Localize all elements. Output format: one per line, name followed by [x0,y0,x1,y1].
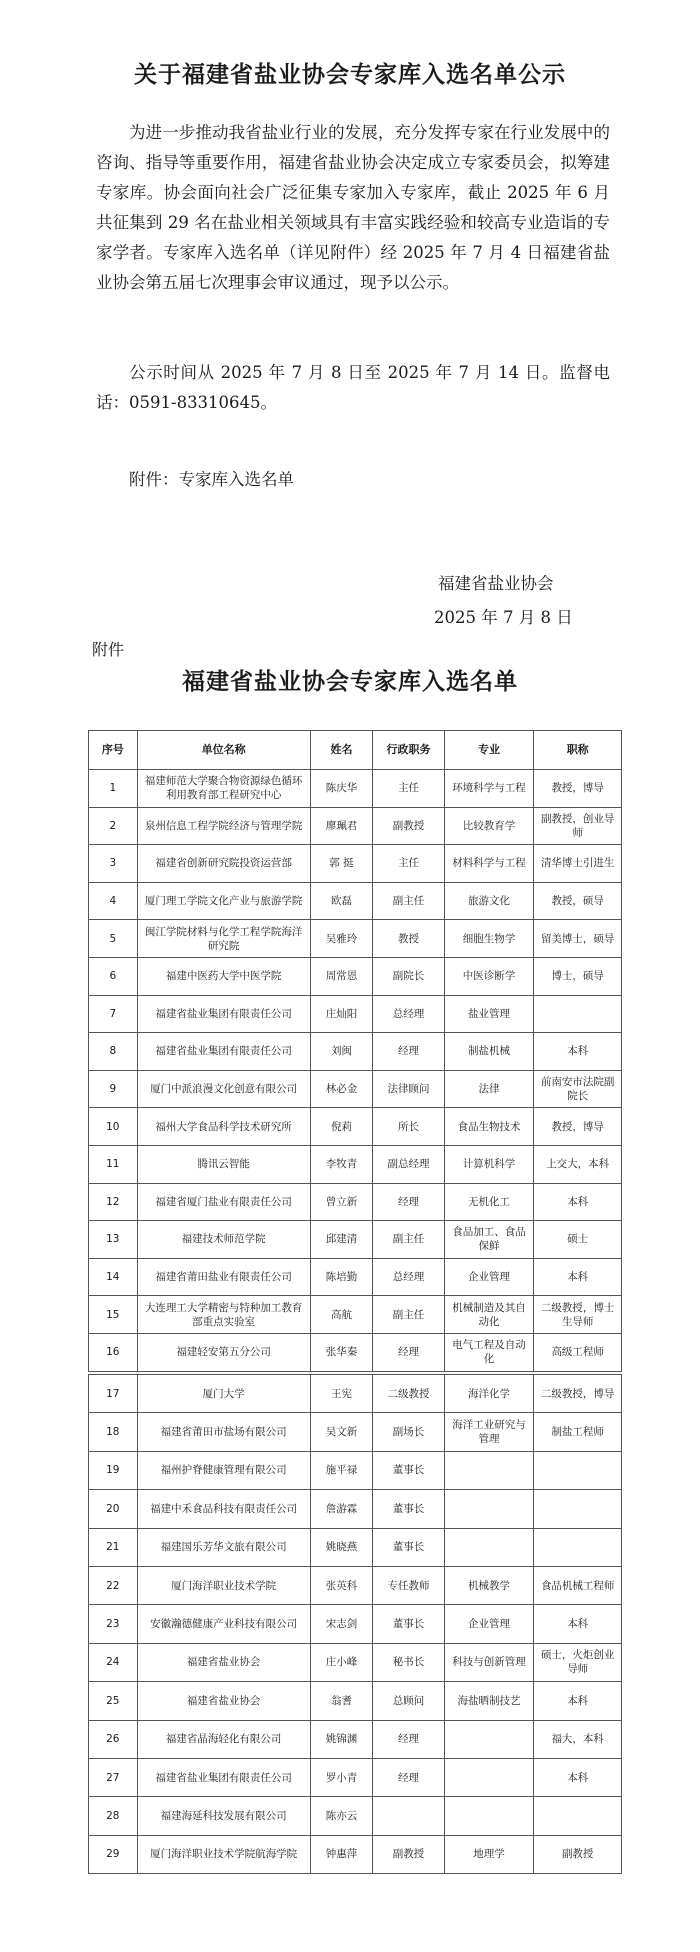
cell-name: 吴文新 [310,1413,373,1451]
cell-specialty: 海洋化学 [444,1375,534,1413]
cell-index: 16 [89,1333,138,1371]
cell-position: 所长 [373,1108,444,1146]
cell-title: 福大，本科 [534,1720,622,1758]
cell-organization: 闽江学院材料与化学工程学院海洋研究院 [137,920,310,958]
cell-index: 29 [89,1835,138,1873]
cell-name: 廖珮君 [310,807,373,845]
table-row [89,1333,622,1371]
cell-name: 王宪 [310,1375,373,1413]
cell-index: 21 [89,1528,138,1566]
cell-name: 邱建清 [310,1221,373,1259]
cell-name: 陈庆华 [310,770,373,808]
cell-name: 姚锦渊 [310,1720,373,1758]
cell-name: 刘闽 [310,1033,373,1071]
cell-position: 董事长 [373,1528,444,1566]
cell-organization: 福建海延科技发展有限公司 [137,1797,310,1835]
cell-specialty [444,1451,534,1489]
cell-title: 食品机械工程师 [534,1566,622,1604]
cell-specialty [444,1490,534,1528]
attachment-line: 附件：专家库入选名单 [129,470,294,489]
cell-name: 林必金 [310,1070,373,1108]
cell-title: 副教授，创业导师 [534,807,622,845]
header-name: 姓名 [310,731,373,770]
table-row [89,845,622,883]
cell-title: 上交大，本科 [534,1145,622,1183]
cell-organization: 厦门理工学院文化产业与旅游学院 [137,882,310,920]
cell-specialty: 制盐机械 [444,1033,534,1071]
table-row [89,1145,622,1183]
cell-organization: 福建省晶海轻化有限公司 [137,1720,310,1758]
cell-title: 二级教授，博士生导师 [534,1296,622,1334]
cell-index: 27 [89,1758,138,1796]
cell-name: 郭 挺 [310,845,373,883]
cell-specialty: 中医诊断学 [444,957,534,995]
cell-name: 钟惠萍 [310,1835,373,1873]
cell-position: 专任教师 [373,1566,444,1604]
expert-list-title: 福建省盐业协会专家库入选名单 [182,669,518,695]
cell-name: 庄灿阳 [310,995,373,1033]
cell-name: 翁耆 [310,1682,373,1720]
cell-organization: 福建省莆田市盐场有限公司 [137,1413,310,1451]
cell-title: 清华博士引进生 [534,845,622,883]
cell-organization: 厦门海洋职业技术学院 [137,1566,310,1604]
cell-specialty: 机械教学 [444,1566,534,1604]
cell-index: 3 [89,845,138,883]
table-row [89,1605,622,1643]
cell-specialty [444,1528,534,1566]
table-row [89,995,622,1033]
table-row [89,1033,622,1071]
cell-index: 14 [89,1258,138,1296]
notice-title: 关于福建省盐业协会专家库入选名单公示 [134,62,566,88]
cell-title: 二级教授，博导 [534,1375,622,1413]
cell-position: 主任 [373,770,444,808]
cell-organization: 大连理工大学精密与特种加工教育部重点实验室 [137,1296,310,1334]
cell-specialty: 盐业管理 [444,995,534,1033]
table-row [89,1528,622,1566]
table-row [89,1643,622,1681]
header-position: 行政职务 [373,731,444,770]
cell-name: 倪莉 [310,1108,373,1146]
cell-specialty: 科技与创新管理 [444,1643,534,1681]
cell-title: 本科 [534,1605,622,1643]
table-row [89,1221,622,1259]
cell-name: 吴雅玲 [310,920,373,958]
cell-position: 董事长 [373,1605,444,1643]
table-row [89,957,622,995]
header-title: 职称 [534,731,622,770]
cell-organization: 福建省莆田盐业有限责任公司 [137,1258,310,1296]
cell-specialty: 海盐晒制技艺 [444,1682,534,1720]
table-row [89,1183,622,1221]
cell-position: 经理 [373,1033,444,1071]
cell-title [534,1490,622,1528]
cell-position: 秘书长 [373,1643,444,1681]
cell-name: 陈培勤 [310,1258,373,1296]
cell-name: 罗小青 [310,1758,373,1796]
cell-specialty: 企业管理 [444,1258,534,1296]
cell-title [534,1797,622,1835]
cell-position: 经理 [373,1720,444,1758]
cell-position: 副主任 [373,1221,444,1259]
cell-name: 詹游霖 [310,1490,373,1528]
cell-specialty: 比较教育学 [444,807,534,845]
cell-title [534,1451,622,1489]
table-row [89,1258,622,1296]
cell-name: 陈亦云 [310,1797,373,1835]
cell-position: 董事长 [373,1451,444,1489]
cell-specialty: 海洋工业研究与管理 [444,1413,534,1451]
cell-organization: 福州大学食品科学技术研究所 [137,1108,310,1146]
table-row [89,1375,622,1413]
cell-name: 高航 [310,1296,373,1334]
cell-specialty: 细胞生物学 [444,920,534,958]
cell-index: 17 [89,1375,138,1413]
cell-index: 8 [89,1033,138,1071]
table-row [89,1566,622,1604]
cell-organization: 福建轻安第五分公司 [137,1333,310,1371]
header-organization: 单位名称 [137,731,310,770]
cell-organization: 泉州信息工程学院经济与管理学院 [137,807,310,845]
cell-title: 高级工程师 [534,1333,622,1371]
cell-position: 副教授 [373,807,444,845]
table-row [89,1108,622,1146]
cell-index: 9 [89,1070,138,1108]
cell-organization: 腾讯云智能 [137,1145,310,1183]
cell-name: 曾立新 [310,1183,373,1221]
table-row [89,1413,622,1451]
cell-organization: 福建省厦门盐业有限责任公司 [137,1183,310,1221]
cell-specialty: 企业管理 [444,1605,534,1643]
cell-organization: 福建师范大学聚合物资源绿色循环利用教育部工程研究中心 [137,770,310,808]
cell-index: 15 [89,1296,138,1334]
cell-title: 本科 [534,1033,622,1071]
cell-title: 教授，博导 [534,1108,622,1146]
expert-table-part1 [88,730,622,1372]
cell-name: 周常恩 [310,957,373,995]
cell-name: 张华秦 [310,1333,373,1371]
cell-position: 总顾问 [373,1682,444,1720]
cell-name: 欧磊 [310,882,373,920]
cell-position: 经理 [373,1333,444,1371]
header-specialty: 专业 [444,731,534,770]
notice-paragraph-period: 公示时间从 2025 年 7 月 8 日至 2025 年 7 月 14 日。监督电话：0591-83310645。 [96,363,610,412]
cell-specialty: 环境科学与工程 [444,770,534,808]
cell-name: 庄小峰 [310,1643,373,1681]
table-row [89,770,622,808]
table-row [89,1296,622,1334]
table-row [89,807,622,845]
cell-name: 施平禄 [310,1451,373,1489]
cell-name: 宋志剑 [310,1605,373,1643]
cell-position: 总经理 [373,995,444,1033]
cell-organization: 福建中医药大学中医学院 [137,957,310,995]
cell-position [373,1797,444,1835]
cell-position: 副总经理 [373,1145,444,1183]
annex-label: 附件 [92,640,125,659]
table-row [89,882,622,920]
cell-index: 4 [89,882,138,920]
cell-index: 7 [89,995,138,1033]
cell-name: 姚晓燕 [310,1528,373,1566]
cell-specialty [444,1758,534,1796]
cell-organization: 福州护脊健康管理有限公司 [137,1451,310,1489]
cell-organization: 厦门中派浪漫文化创意有限公司 [137,1070,310,1108]
cell-index: 2 [89,807,138,845]
cell-index: 10 [89,1108,138,1146]
cell-specialty: 食品加工、食品保鲜 [444,1221,534,1259]
table-row [89,1682,622,1720]
cell-title: 本科 [534,1682,622,1720]
cell-title: 本科 [534,1758,622,1796]
table-row [89,1070,622,1108]
cell-organization: 福建国乐芳华文旅有限公司 [137,1528,310,1566]
notice-paragraph-intro: 为进一步推动我省盐业行业的发展，充分发挥专家在行业发展中的咨询、指导等重要作用，福建省盐业协会决定成立专家委员会，拟筹建专家库。协会面向社会广泛征集专家加入专家库，截止 2025 年 6 月共征集到 29 名在盐业相关领域具有丰富实践经验和较高专业造诣的专家学者。专家库入选名单（详见附件）经 2025 年 7 月 4 日福建省盐业协会第五届七次理事会审议通过，现予以公示。 [96,123,610,292]
cell-specialty [444,1720,534,1758]
cell-specialty [444,1797,534,1835]
table-row [89,1490,622,1528]
cell-position: 经理 [373,1758,444,1796]
cell-organization: 福建省盐业协会 [137,1682,310,1720]
cell-specialty: 旅游文化 [444,882,534,920]
cell-organization: 福建中禾食品科技有限责任公司 [137,1490,310,1528]
cell-title: 教授，硕导 [534,882,622,920]
cell-position: 教授 [373,920,444,958]
cell-specialty: 法律 [444,1070,534,1108]
cell-organization: 福建省创新研究院投资运营部 [137,845,310,883]
cell-index: 24 [89,1643,138,1681]
cell-specialty: 无机化工 [444,1183,534,1221]
cell-index: 5 [89,920,138,958]
cell-organization: 厦门海洋职业技术学院航海学院 [137,1835,310,1873]
cell-index: 26 [89,1720,138,1758]
cell-position: 经理 [373,1183,444,1221]
cell-position: 董事长 [373,1490,444,1528]
cell-index: 18 [89,1413,138,1451]
cell-title: 制盐工程师 [534,1413,622,1451]
cell-index: 6 [89,957,138,995]
cell-position: 副场长 [373,1413,444,1451]
signature-organization: 福建省盐业协会 [438,574,554,593]
cell-specialty: 机械制造及其自动化 [444,1296,534,1334]
cell-title: 本科 [534,1183,622,1221]
cell-title: 前南安市法院副院长 [534,1070,622,1108]
cell-name: 张英科 [310,1566,373,1604]
table-row [89,1797,622,1835]
cell-index: 13 [89,1221,138,1259]
cell-organization: 安徽瀚德健康产业科技有限公司 [137,1605,310,1643]
cell-title: 留美博士，硕导 [534,920,622,958]
cell-specialty: 地理学 [444,1835,534,1873]
cell-position: 副主任 [373,882,444,920]
cell-position: 副主任 [373,1296,444,1334]
cell-title: 硕士 [534,1221,622,1259]
cell-index: 23 [89,1605,138,1643]
cell-specialty: 计算机科学 [444,1145,534,1183]
cell-specialty: 电气工程及自动化 [444,1333,534,1371]
signature-date: 2025 年 7 月 8 日 [434,608,573,627]
table-row [89,1451,622,1489]
cell-index: 12 [89,1183,138,1221]
cell-organization: 福建省盐业协会 [137,1643,310,1681]
cell-index: 1 [89,770,138,808]
cell-organization: 福建省盐业集团有限责任公司 [137,1033,310,1071]
cell-index: 11 [89,1145,138,1183]
cell-title [534,1528,622,1566]
cell-organization: 厦门大学 [137,1375,310,1413]
cell-specialty: 材料科学与工程 [444,845,534,883]
table-row [89,1758,622,1796]
cell-title: 博士，硕导 [534,957,622,995]
expert-table-part2 [88,1374,622,1874]
table-row [89,1835,622,1873]
cell-title [534,995,622,1033]
table-row [89,920,622,958]
cell-position: 总经理 [373,1258,444,1296]
cell-title: 教授，博导 [534,770,622,808]
cell-position: 二级教授 [373,1375,444,1413]
cell-position: 主任 [373,845,444,883]
cell-organization: 福建省盐业集团有限责任公司 [137,1758,310,1796]
table-header-row [89,731,622,770]
cell-position: 副教授 [373,1835,444,1873]
header-index: 序号 [89,731,138,770]
cell-organization: 福建技术师范学院 [137,1221,310,1259]
cell-index: 20 [89,1490,138,1528]
cell-index: 25 [89,1682,138,1720]
cell-index: 28 [89,1797,138,1835]
cell-title: 硕士，火炬创业导师 [534,1643,622,1681]
cell-title: 副教授 [534,1835,622,1873]
cell-title: 本科 [534,1258,622,1296]
cell-position: 副院长 [373,957,444,995]
table-row [89,1720,622,1758]
cell-index: 22 [89,1566,138,1604]
cell-position: 法律顾问 [373,1070,444,1108]
cell-index: 19 [89,1451,138,1489]
cell-name: 李牧青 [310,1145,373,1183]
cell-specialty: 食品生物技术 [444,1108,534,1146]
cell-organization: 福建省盐业集团有限责任公司 [137,995,310,1033]
